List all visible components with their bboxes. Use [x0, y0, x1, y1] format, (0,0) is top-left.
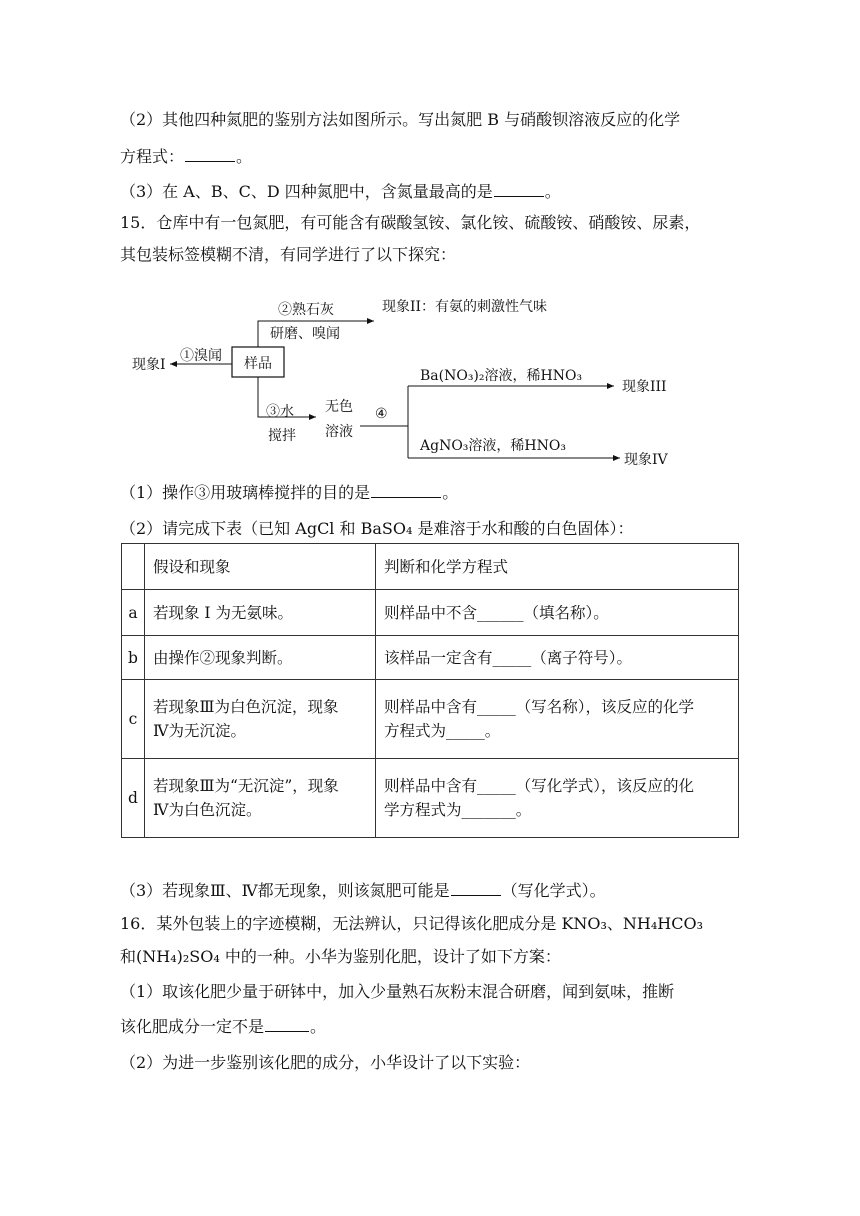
experiment-flow-diagram: [120, 278, 680, 474]
q14-part3: （3）在 A、B、C、D 四种氮肥中，含氮量最高的是 。: [120, 182, 561, 201]
q16-intro-line1: 16．某外包装上的字迹模糊，无法辨认，只记得该化肥成分是 KNO₃、NH₄HCO₃: [120, 914, 704, 933]
solution-bottom-label: 溶液: [325, 424, 353, 440]
phenomenon-4: 现象IV: [624, 452, 668, 468]
answer-blank[interactable]: [494, 182, 544, 197]
table-row: a 若现象 I 为无氨味。 则样品中不含______（填名称）。: [122, 590, 739, 636]
q16-part2: （2）为进一步鉴别该化肥的成分，小华设计了以下实验：: [120, 1053, 531, 1072]
answer-blank[interactable]: [265, 1017, 309, 1032]
step4-label: ④: [375, 406, 388, 422]
sample-label: 样品: [244, 356, 272, 372]
q15-part2: （2）请完成下表（已知 AgCl 和 BaSO₄ 是难溶于水和酸的白色固体）：: [120, 519, 634, 538]
step1-label: ①溴闻: [180, 348, 222, 364]
phenomenon-1: 现象I: [132, 357, 166, 373]
q15-part3: （3）若现象Ⅲ、Ⅳ都无现象，则该氮肥可能是 （写化学式）。: [120, 881, 606, 900]
phenomenon-3: 现象III: [622, 379, 667, 395]
q14-part2-line1: （2）其他四种氮肥的鉴别方法如图所示。写出氮肥 B 与硝酸钡溶液反应的化学: [120, 110, 681, 129]
table-row: b 由操作②现象判断。 该样品一定含有_____（离子符号）。: [122, 636, 739, 680]
table-row: d 若现象Ⅲ为“无沉淀”，现象 Ⅳ为白色沉淀。 则样品中含有_____（写化学式），该反应的化 学方程式为_______。: [122, 759, 739, 838]
step3-bottom-label: 搅拌: [268, 428, 296, 444]
q15-part1: （1）操作③用玻璃棒搅拌的目的是 。: [120, 483, 459, 502]
reagent4-label: AgNO₃溶液，稀HNO₃: [420, 438, 566, 454]
phenomenon-2: 现象II：有氨的刺激性气味: [382, 299, 548, 315]
answer-blank[interactable]: [185, 147, 235, 162]
step3-top-label: ③水: [266, 404, 294, 420]
reagent3-label: Ba(NO₃)₂溶液，稀HNO₃: [420, 368, 583, 384]
step2-bottom-label: 研磨、嗅闻: [270, 326, 340, 342]
table-row: c 若现象Ⅲ为白色沉淀，现象 Ⅳ为无沉淀。 则样品中含有_____（写名称），该反应的化学 方程式为_____。: [122, 680, 739, 759]
q16-part1-line1: （1）取该化肥少量于研钵中，加入少量熟石灰粉末混合研磨，闻到氨味，推断: [120, 982, 675, 1001]
q15-intro-line1: 15．仓库中有一包氮肥，有可能含有碳酸氢铵、氯化铵、硫酸铵、硝酸铵、尿素，: [120, 213, 701, 232]
q14-part2-text: 方程式：: [120, 147, 185, 166]
q16-intro-line2: 和(NH₄)₂SO₄ 中的一种。小华为鉴别化肥，设计了如下方案：: [120, 947, 561, 966]
q14-part2-line2: 方程式： 。: [120, 147, 253, 166]
step2-top-label: ②熟石灰: [278, 302, 334, 318]
q15-intro-line2: 其包装标签模糊不清，有同学进行了以下探究：: [120, 245, 457, 264]
table-header-row: 假设和现象 判断和化学方程式: [122, 544, 739, 590]
answer-blank[interactable]: [451, 881, 501, 896]
hypothesis-table: [121, 543, 739, 838]
answer-blank[interactable]: [371, 483, 441, 498]
solution-top-label: 无色: [325, 399, 353, 415]
q16-part1-line2: 该化肥成分一定不是 。: [120, 1017, 327, 1036]
